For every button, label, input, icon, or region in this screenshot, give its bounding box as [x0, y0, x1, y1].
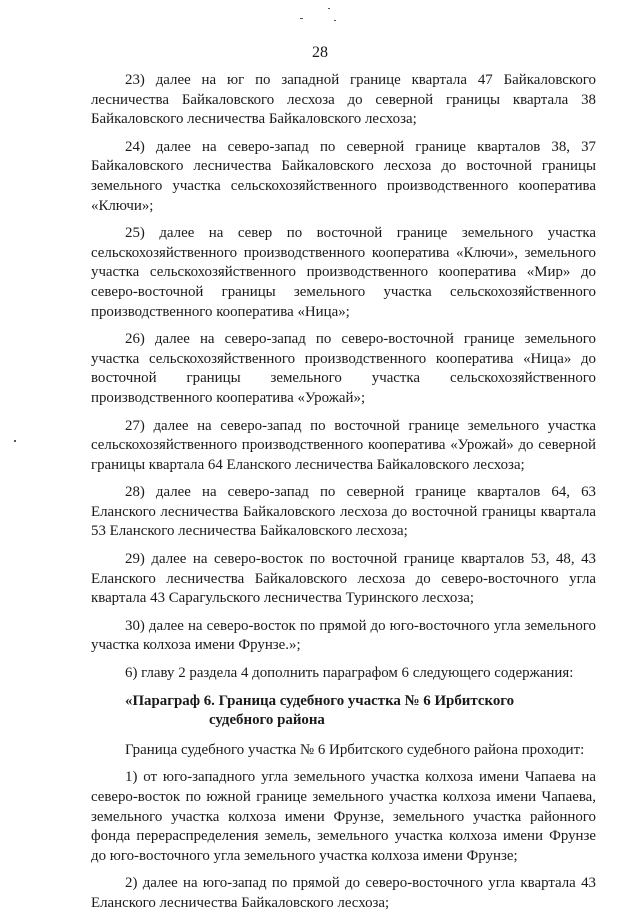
paragraph-item-24: 24) далее на северо-запад по северной границе кварталов 38, 37 Байкаловского лесничества Байкаловского лесхоза до восточной границы земельного участка сельскохозяйственного производственного кооператива «Ключи»;	[91, 138, 596, 214]
paragraph-intro: Граница судебного участка № 6 Ирбитского судебного района проходит:	[125, 741, 585, 758]
section-heading-line-2: судебного района	[209, 712, 325, 729]
paragraph-item-25: 25) далее на север по восточной границе земельного участка сельскохозяйственного производственного кооператива «Ключи», земельного участка сельскохозяйственного производственного кооператива «Мир» до северо-восточной границы земельного участка сельскохозяйственного производственного кооператива «Ница»;	[91, 225, 596, 320]
paragraph-item-2: 2) далее на юго-запад по прямой до северо-восточного угла квартала 43 Еланского лесничества Байкаловского лесхоза;	[91, 875, 596, 911]
section-heading-line-1: «Параграф 6. Граница судебного участка № 6 Ирбитского	[125, 692, 515, 709]
paragraph-item-28: 28) далее на северо-запад по северной границе кварталов 64, 63 Еланского лесничества Байкаловского лесхоза до восточной границы квартала 53 Еланского лесничества Байкаловского лесхоза;	[91, 484, 596, 540]
paragraph-amendment-6: 6) главу 2 раздела 4 дополнить параграфом 6 следующего содержания:	[125, 665, 574, 682]
document-body	[91, 71, 596, 922]
section-heading	[91, 692, 596, 731]
scan-speck	[300, 18, 303, 19]
scan-speck	[14, 440, 16, 442]
page-number: 28	[312, 44, 328, 61]
paragraph-item-29: 29) далее на северо-восток по восточной границе кварталов 53, 48, 43 Еланского лесничества Байкаловского лесхоза до северо-восточного угла квартала 43 Сарагульского лесничества Туринского лесхоза;	[91, 551, 596, 607]
paragraph-item-27: 27) далее на северо-запад по восточной границе земельного участка сельскохозяйственного производственного кооператива «Урожай» до северной границы квартала 64 Еланского лесничества Байкаловского лесхоза;	[91, 417, 596, 473]
paragraph-item-1: 1) от юго-западного угла земельного участка колхоза имени Чапаева на северо-восток по южной границе земельного участка колхоза имени Чапаева, земельного участка колхоза имени Фрунзе, земельного участка районного фонда перераспределения земель, земельного участка колхоза имени Фрунзе до юго-восточного угла земельного участка колхоза имени Фрунзе;	[91, 769, 596, 864]
paragraph-item-23: 23) далее на юг по западной границе квартала 47 Байкаловского лесничества Байкаловского лесхоза до северной границы квартала 38 Байкаловского лесничества Байкаловского лесхоза;	[91, 72, 596, 128]
scan-speck	[334, 20, 336, 21]
scan-speck	[328, 8, 330, 9]
paragraph-item-26: 26) далее на северо-запад по северо-восточной границе земельного участка сельскохозяйственного производственного кооператива «Ница» до восточной границы земельного участка сельскохозяйственного производственного кооператива «Урожай»;	[91, 331, 596, 406]
paragraph-item-30: 30) далее на северо-восток по прямой до юго-восточного угла земельного участка колхоза имени Фрунзе.»;	[91, 617, 596, 654]
